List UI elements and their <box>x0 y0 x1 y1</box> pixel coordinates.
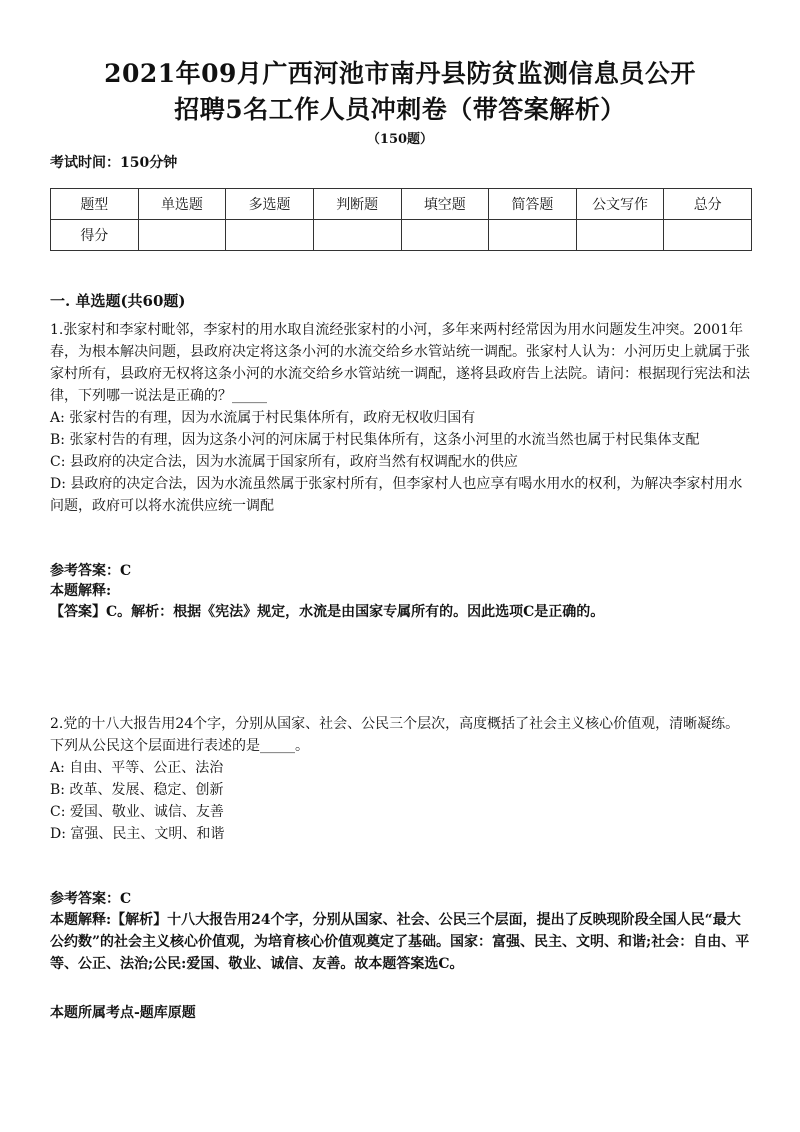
score-table-header: 判断题 <box>313 189 401 220</box>
score-row-label: 得分 <box>51 220 139 251</box>
score-cell <box>576 220 664 251</box>
option-c: C: 爱国、敬业、诚信、友善 <box>50 804 224 820</box>
option-a: A: 自由、平等、公正、法治 <box>50 760 224 776</box>
answer: 参考答案：C <box>50 563 132 579</box>
score-cell <box>226 220 314 251</box>
answer: 参考答案：C <box>50 891 132 907</box>
explanation-label: 本题解释: <box>50 583 112 599</box>
score-table-header: 公文写作 <box>576 189 664 220</box>
score-table-header: 总分 <box>664 189 752 220</box>
doc-title-line1: 2021年09月广西河池市南丹县防贫监测信息员公开 <box>104 59 696 88</box>
option-b: B: 张家村告的有理，因为这条小河的河床属于村民集体所有，这条小河里的水流当然也属于村民集体支配 <box>50 432 700 448</box>
option-c: C: 县政府的决定合法，因为水流属于国家所有，政府当然有权调配水的供应 <box>50 454 518 470</box>
doc-title-line2: 招聘5名工作人员冲刺卷（带答案解析） <box>174 95 626 124</box>
score-table-score-row <box>51 220 752 251</box>
score-cell <box>313 220 401 251</box>
explanation: 【答案】C。解析：根据《宪法》规定，水流是由国家专属所有的。因此选项C是正确的。 <box>50 604 605 620</box>
score-table <box>50 188 752 251</box>
exam-time: 考试时间：150分钟 <box>50 155 178 171</box>
explanation: 本题解释:【解析】十八大报告用24个字，分别从国家、社会、公民三个层面，提出了反映现阶段全国人民“最大公约数”的社会主义核心价值观，为培育核心价值观奠定了基础。国家：富强、民主、文明、和谐;社会：自由、平等、公正、法治;公民:爱国、敬业、诚信、友善。故本题答案选C。 <box>50 912 750 972</box>
score-cell <box>138 220 226 251</box>
question-2 <box>50 713 750 1023</box>
score-table-header: 填空题 <box>401 189 489 220</box>
score-cell <box>664 220 752 251</box>
section-title: 一. 单选题(共60题) <box>50 292 186 310</box>
question-stem: 1.张家村和李家村毗邻，李家村的用水取自流经张家村的小河，多年来两村经常因为用水问题发生冲突。2001年春，为根本解决问题，县政府决定将这条小河的水流交给乡水管站统一调配。张家村人认为：小河历史上就属于张家村所有，县政府无权将这条小河的水流交给乡水管站统一调配，遂将县政府告上法院。请问：根据现行宪法和法律，下列哪一说法是正确的？_____ <box>50 322 750 404</box>
score-table-header: 单选题 <box>138 189 226 220</box>
option-b: B: 改革、发展、稳定、创新 <box>50 782 224 798</box>
score-table-header: 多选题 <box>226 189 314 220</box>
question-1 <box>50 319 750 623</box>
question-source: 本题所属考点-题库原题 <box>50 1005 196 1021</box>
question-stem: 2.党的十八大报告用24个字，分别从国家、社会、公民三个层次，高度概括了社会主义核心价值观，清晰凝练。下列从公民这个层面进行表述的是_____。 <box>50 716 740 754</box>
title-block <box>50 0 750 148</box>
score-table-header: 简答题 <box>489 189 577 220</box>
score-cell <box>401 220 489 251</box>
option-a: A: 张家村告的有理，因为水流属于村民集体所有，政府无权收归国有 <box>50 410 476 426</box>
option-d: D: 富强、民主、文明、和谐 <box>50 826 225 842</box>
option-d: D: 县政府的决定合法，因为水流虽然属于张家村所有，但李家村人也应享有喝水用水的权利，为解决李家村用水问题，政府可以将水流供应统一调配 <box>50 476 743 514</box>
score-table-header-row <box>51 189 752 220</box>
score-table-header: 题型 <box>51 189 139 220</box>
doc-subtitle: （150题） <box>366 132 434 147</box>
score-cell <box>489 220 577 251</box>
